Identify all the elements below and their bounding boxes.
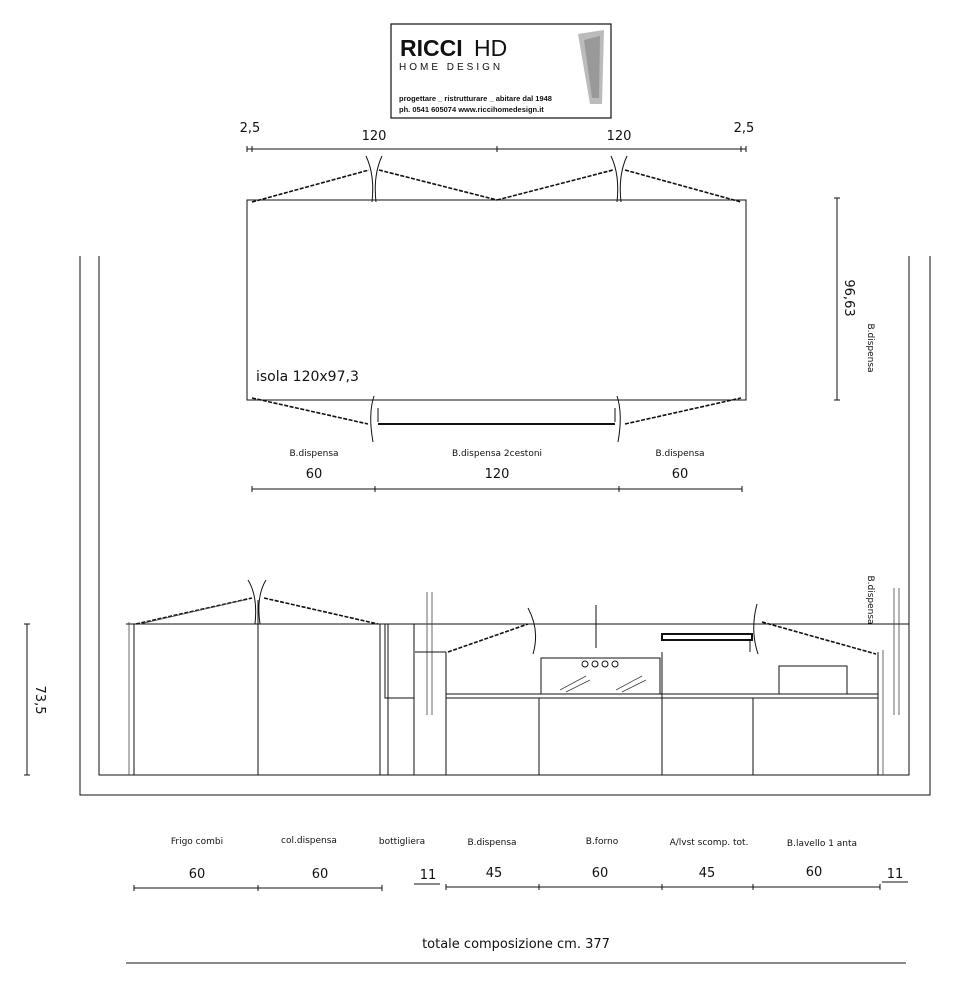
- label-b-dispensa: B.dispensa: [467, 838, 517, 848]
- island-dim-60-left: 60: [305, 467, 323, 482]
- dim-b-lavello: 60: [805, 865, 823, 880]
- island-bottom-dimension: [252, 449, 742, 492]
- label-bottigliera: bottigliera: [378, 837, 426, 847]
- island-bottom-label-center: B.dispensa 2cestoni: [451, 449, 543, 459]
- wall-height-value: 73,5: [32, 685, 47, 715]
- label-col-dispensa: col.dispensa: [281, 836, 337, 846]
- dim-bottigliera: 11: [419, 868, 437, 883]
- island-dim-120: 120: [484, 467, 510, 482]
- total-label: totale composizione cm. 377: [422, 937, 610, 952]
- island-label: isola 120x97,3: [256, 369, 359, 385]
- wall-module-dimensions: [134, 865, 908, 891]
- dim-top-120-right: 120: [606, 129, 632, 144]
- logo-brand: RICCI: [400, 35, 463, 61]
- logo-subtitle: HOME DESIGN: [399, 62, 504, 73]
- dim-frigo: 60: [188, 867, 206, 882]
- wall-module-labels: [171, 836, 857, 849]
- logo-brand-hd: HD: [474, 35, 508, 61]
- label-lavastoviglie: A/lvst scomp. tot.: [669, 838, 749, 848]
- dim-b-forno: 60: [591, 866, 609, 881]
- dim-colonna: 60: [311, 867, 329, 882]
- logo-contact: ph. 0541 605074 www.riccihomedesign.it: [399, 105, 544, 114]
- dim-top-120-left: 120: [361, 129, 387, 144]
- dim-right-end: 11: [886, 867, 904, 882]
- island-depth-dimension: [834, 198, 875, 400]
- wall-kitchen-plan: [126, 575, 909, 775]
- island-dim-60-right: 60: [671, 467, 689, 482]
- label-b-forno: B.forno: [585, 837, 619, 847]
- room-walls: [80, 256, 930, 795]
- island-bottom-label-right: B.dispensa: [655, 449, 705, 459]
- island-top-dimension: [240, 121, 755, 152]
- island-bottom-label-left: B.dispensa: [289, 449, 339, 459]
- logo-tagline: progettare _ ristrutturare _ abitare dal 1948: [399, 94, 552, 103]
- total-composition: [126, 937, 906, 963]
- dim-left-2-5: 2,5: [239, 121, 261, 136]
- island-plan: [247, 156, 746, 442]
- island-side-label: B.dispensa: [865, 323, 875, 373]
- wall-side-label: B.dispensa: [865, 575, 875, 625]
- dim-b-dispensa: 45: [485, 866, 503, 881]
- logo-block: [391, 24, 611, 118]
- dim-right-2-5: 2,5: [733, 121, 755, 136]
- island-depth-value: 96,63: [841, 279, 856, 317]
- wall-height-dimension: [24, 624, 47, 775]
- label-b-lavello: B.lavello 1 anta: [786, 839, 858, 849]
- dim-lavastoviglie: 45: [698, 866, 716, 881]
- label-frigo-combi: Frigo combi: [170, 837, 224, 847]
